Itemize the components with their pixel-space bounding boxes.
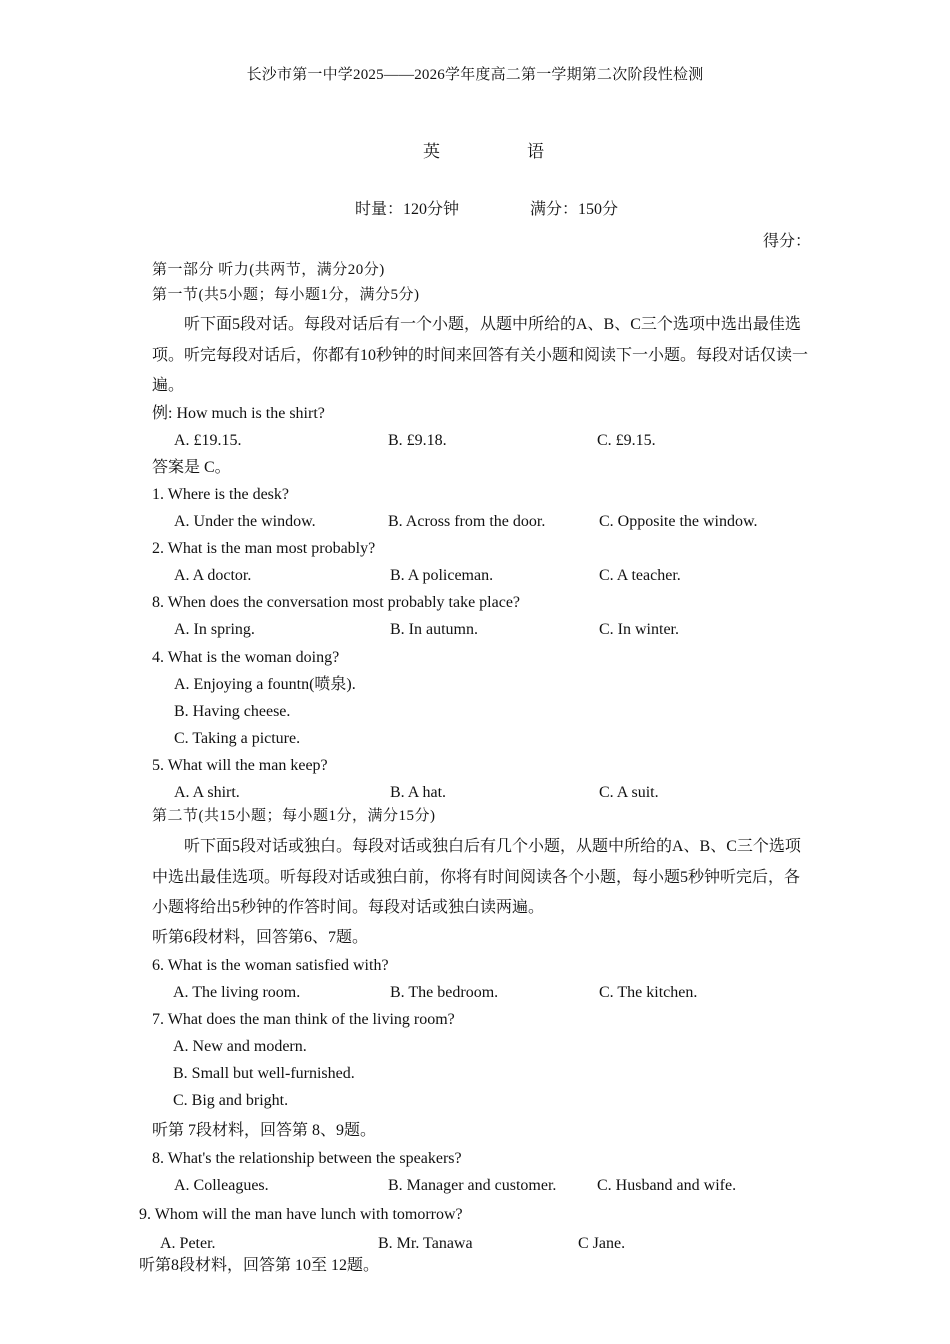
example-answer: 答案是 C。 <box>152 459 231 476</box>
q2-option-c: C. A teacher. <box>599 567 681 584</box>
q4-option-b: B. Having cheese. <box>174 703 291 720</box>
q3-option-a: A. In spring. <box>174 621 255 638</box>
question-4: 4. What is the woman doing? <box>152 649 340 666</box>
part1-title: 第一部分 听力(共两节，满分20分) <box>152 262 385 278</box>
material-6-heading: 听第6段材料，回答第6、7题。 <box>152 929 369 946</box>
q9-option-b: B. Mr. Tanawa <box>378 1235 473 1252</box>
q7-option-a: A. New and modern. <box>173 1038 307 1055</box>
school-exam-title: 长沙市第一中学2025——2026学年度高二第一学期第二次阶段性检测 <box>246 67 704 83</box>
material-8-heading: 听第8段材料，回答第 10至 12题。 <box>139 1257 380 1274</box>
q5-option-b: B. A hat. <box>390 784 447 801</box>
q5-option-c: C. A suit. <box>599 784 659 801</box>
q8-option-c: C. Husband and wife. <box>597 1177 737 1194</box>
q9-option-c: C Jane. <box>578 1235 626 1252</box>
example-option-c: C. £9.15. <box>597 432 656 449</box>
exam-full-score: 满分：150分 <box>530 201 619 218</box>
q2-option-b: B. A policeman. <box>390 567 494 584</box>
section1-title: 第一节(共5小题；每小题1分，满分5分) <box>152 287 420 303</box>
q9-option-a: A. Peter. <box>160 1235 216 1252</box>
q3-option-b: B. In autumn. <box>390 621 478 638</box>
score-label: 得分： <box>763 233 812 250</box>
question-2: 2. What is the man most probably? <box>152 540 376 557</box>
section2-instructions: 听下面5段对话或独白。每段对话或独白后有几个小题，从题中所给的A、B、C三个选项中选出最佳选项。听每段对话或独白前，你将有时间阅读各个小题，每小题5秒钟听完后，各小题将给出5秒钟的作答时间。每段对话或独白读两遍。 <box>152 838 801 916</box>
question-9: 9. Whom will the man have lunch with tomorrow? <box>139 1206 463 1223</box>
q2-option-a: A. A doctor. <box>174 567 252 584</box>
q6-option-a: A. The living room. <box>173 984 301 1001</box>
question-5: 5. What will the man keep? <box>152 757 328 774</box>
q3-option-c: C. In winter. <box>599 621 679 638</box>
q4-option-a: A. Enjoying a fountn(喷泉). <box>174 676 356 693</box>
exam-time: 时量：120分钟 <box>355 201 460 218</box>
q1-option-a: A. Under the window. <box>174 513 316 530</box>
q7-option-b: B. Small but well-furnished. <box>173 1065 355 1082</box>
question-8: 8. What's the relationship between the speakers? <box>152 1150 462 1167</box>
q5-option-a: A. A shirt. <box>174 784 240 801</box>
q4-option-c: C. Taking a picture. <box>174 730 301 747</box>
example-option-b: B. £9.18. <box>388 432 447 449</box>
section1-instructions: 听下面5段对话。每段对话后有一个小题，从题中所给的A、B、C三个选项中选出最佳选项。听完每段对话后，你都有10秒钟的时间来回答有关小题和阅读下一小题。每段对话仅读一遍。 <box>152 316 809 394</box>
q6-option-b: B. The bedroom. <box>390 984 499 1001</box>
q7-option-c: C. Big and bright. <box>173 1092 289 1109</box>
q1-option-b: B. Across from the door. <box>388 513 546 530</box>
question-1: 1. Where is the desk? <box>152 486 289 503</box>
subject-title-left: 英 <box>423 142 440 161</box>
question-6: 6. What is the woman satisfied with? <box>152 957 389 974</box>
example-question: 例: How much is the shirt? <box>152 405 325 422</box>
q6-option-c: C. The kitchen. <box>599 984 698 1001</box>
question-3: 8. When does the conversation most probably take place? <box>152 594 521 611</box>
example-option-a: A. £19.15. <box>174 432 242 449</box>
q8-option-b: B. Manager and customer. <box>388 1177 557 1194</box>
section2-title: 第二节(共15小题；每小题1分，满分15分) <box>152 808 436 824</box>
material-7-heading: 听第 7段材料，回答第 8、9题。 <box>152 1122 377 1139</box>
q1-option-c: C. Opposite the window. <box>599 513 758 530</box>
question-7: 7. What does the man think of the living room? <box>152 1011 455 1028</box>
subject-title-right: 语 <box>527 142 544 161</box>
q8-option-a: A. Colleagues. <box>174 1177 269 1194</box>
